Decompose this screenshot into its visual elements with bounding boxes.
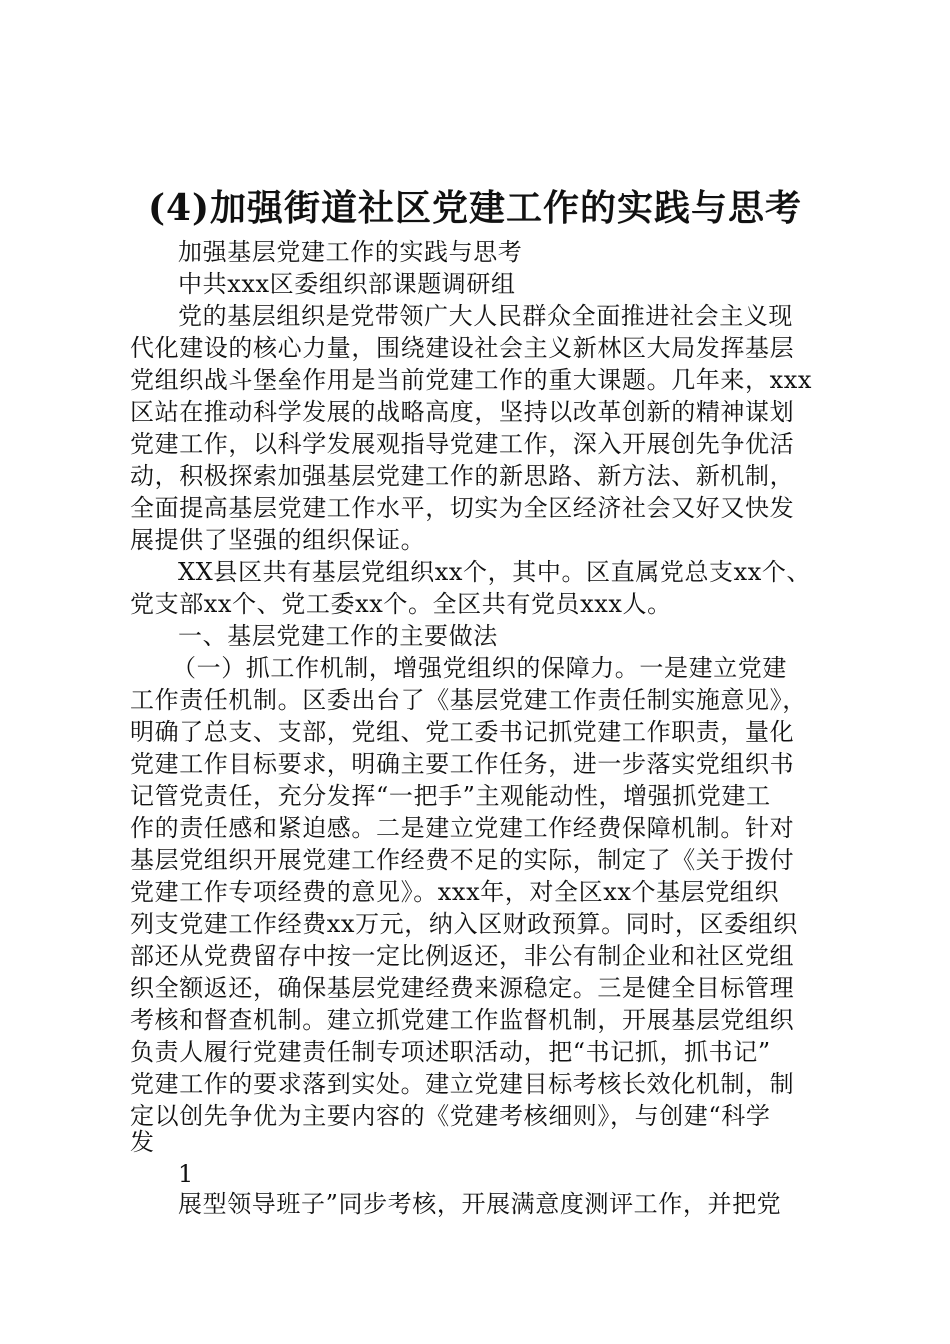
paragraph-line: 党建工作的要求落到实处。建立党建目标考核长效化机制，制 <box>130 1070 795 1098</box>
page-number: 1 <box>178 1160 194 1188</box>
continuation-line: 展型领导班子”同步考核，开展满意度测评工作，并把党 <box>178 1190 782 1218</box>
paragraph-line: 发 <box>130 1128 155 1156</box>
section-heading: 一、基层党建工作的主要做法 <box>178 622 498 650</box>
paragraph-line: 考核和督查机制。建立抓党建工作监督机制，开展基层党组织 <box>130 1006 795 1034</box>
paragraph-line: 党建工作目标要求，明确主要工作任务，进一步落实党组织书 <box>130 750 795 778</box>
document-title: (4)加强街道社区党建工作的实践与思考 <box>147 187 803 229</box>
paragraph-line: 展提供了坚强的组织保证。 <box>130 526 426 554</box>
paragraph-line: 列支党建工作经费xx万元，纳入区财政预算。同时，区委组织 <box>130 910 798 938</box>
author-line: 中共xxx区委组织部课题调研组 <box>178 270 516 298</box>
paragraph-line: 部还从党费留存中按一定比例返还，非公有制企业和社区党组 <box>130 942 795 970</box>
paragraph-line: 全面提高基层党建工作水平，切实为全区经济社会又好又快发 <box>130 494 795 522</box>
paragraph-line: 党支部xx个、党工委xx个。全区共有党员xxx人。 <box>130 590 672 618</box>
paragraph-line: 基层党组织开展党建工作经费不足的实际，制定了《关于拨付 <box>130 846 795 874</box>
paragraph-line: 明确了总支、支部，党组、党工委书记抓党建工作职责，量化 <box>130 718 795 746</box>
paragraph-line: 记管党责任，充分发挥“一把手”主观能动性，增强抓党建工 <box>130 782 771 810</box>
paragraph-line: 党建工作，以科学发展观指导党建工作，深入开展创先争优活 <box>130 430 795 458</box>
paragraph-line: 工作责任机制。区委出台了《基层党建工作责任制实施意见》， <box>130 686 807 714</box>
paragraph-line: 织全额返还，确保基层党建经费来源稳定。三是健全目标管理 <box>130 974 795 1002</box>
subtitle: 加强基层党建工作的实践与思考 <box>178 238 523 266</box>
paragraph-line: 区站在推动科学发展的战略高度，坚持以改革创新的精神谋划 <box>130 398 795 426</box>
paragraph-line: XX县区共有基层党组织xx个，其中。区直属党总支xx个、 <box>178 558 812 586</box>
paragraph-line: 作的责任感和紧迫感。二是建立党建工作经费保障机制。针对 <box>130 814 795 842</box>
paragraph-line: 党建工作专项经费的意见》。xxx年，对全区xx个基层党组织 <box>130 878 780 906</box>
paragraph-line: （一）抓工作机制，增强党组织的保障力。一是建立党建 <box>172 654 787 682</box>
paragraph-line: 定以创先争优为主要内容的《党建考核细则》，与创建“科学 <box>130 1102 771 1130</box>
paragraph-line: 代化建设的核心力量，围绕建设社会主义新林区大局发挥基层 <box>130 334 795 362</box>
paragraph-line: 党组织战斗堡垒作用是当前党建工作的重大课题。几年来，xxx <box>130 366 813 394</box>
paragraph-line: 负责人履行党建责任制专项述职活动，把“书记抓，抓书记” <box>130 1038 771 1066</box>
paragraph-line: 党的基层组织是党带领广大人民群众全面推进社会主义现 <box>178 302 793 330</box>
paragraph-line: 动，积极探索加强基层党建工作的新思路、新方法、新机制， <box>130 462 795 490</box>
